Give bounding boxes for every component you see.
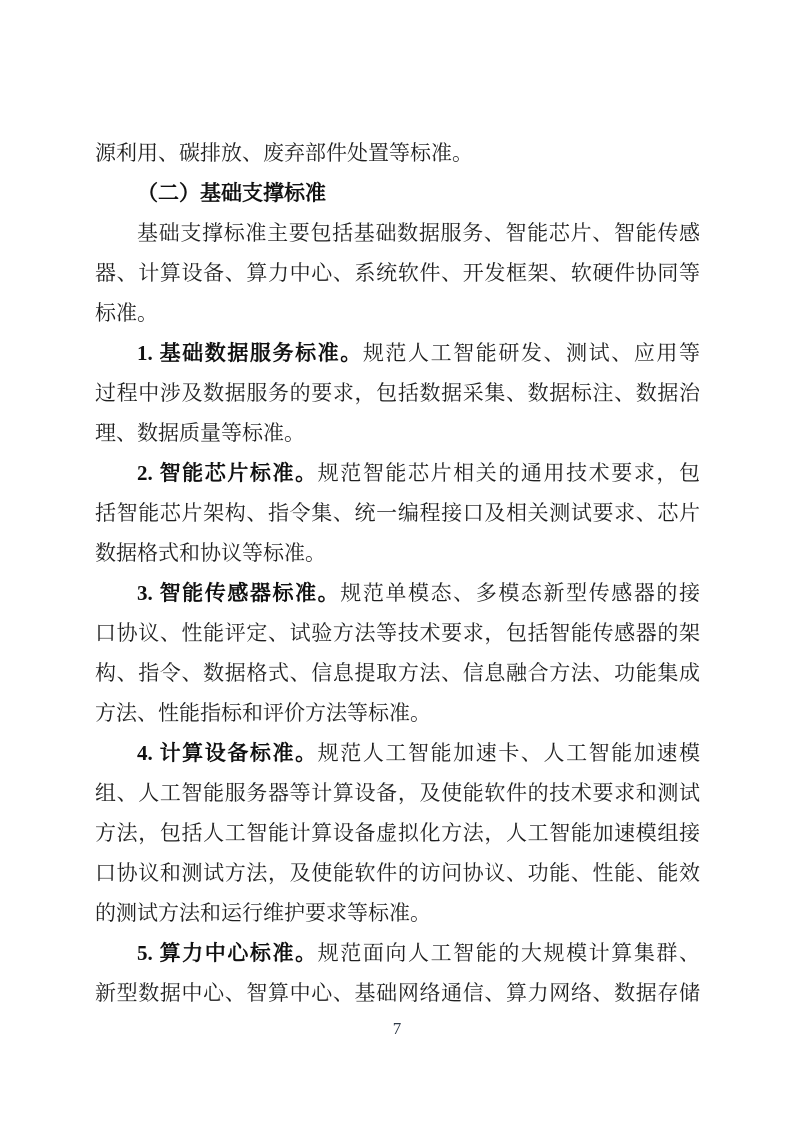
carryover-text: 源利用、碳排放、废弃部件处置等标准。: [95, 141, 473, 165]
item-4-line-1: [95, 733, 700, 773]
item-1-line-2: [95, 373, 700, 413]
item-1-text: 规范人工智能研发、测试、应用等: [362, 341, 700, 365]
item-5-text: 规范面向人工智能的大规模计算集群、: [317, 941, 700, 965]
carryover-paragraph-line: [95, 133, 700, 173]
item-4-text: 口协议和测试方法，及使能软件的访问协议、功能、性能、能效: [95, 861, 700, 885]
item-4-line-3: [95, 813, 700, 853]
item-3-text: 方法、性能指标和评价方法等标准。: [95, 701, 431, 725]
page-footer: [0, 1016, 794, 1042]
item-3-lead: 3. 智能传感器标准。: [137, 581, 341, 605]
item-3-line-3: [95, 653, 700, 693]
item-3-text: 规范单模态、多模态新型传感器的接: [340, 581, 700, 605]
item-4-lead: 4. 计算设备标准。: [137, 741, 318, 765]
item-2-lead: 2. 智能芯片标准。: [137, 461, 318, 485]
item-2-line-2: [95, 493, 700, 533]
item-3-text: 口协议、性能评定、试验方法等技术要求，包括智能传感器的架: [95, 621, 700, 645]
item-1-text: 过程中涉及数据服务的要求，包括数据采集、数据标注、数据治: [95, 381, 700, 405]
item-4-text: 的测试方法和运行维护要求等标准。: [95, 901, 431, 925]
item-2-line-3: [95, 533, 700, 573]
section-intro-line-2: [95, 253, 700, 293]
item-3-text: 构、指令、数据格式、信息提取方法、信息融合方法、功能集成: [95, 661, 700, 685]
section-intro-text: 基础支撑标准主要包括基础数据服务、智能芯片、智能传感: [137, 221, 700, 245]
item-1-lead: 1. 基础数据服务标准。: [137, 341, 363, 365]
item-1-line-3: [95, 413, 700, 453]
document-body: [95, 133, 700, 1013]
item-5-line-2: [95, 973, 700, 1013]
section-intro-text: 器、计算设备、算力中心、系统软件、开发框架、软硬件协同等: [95, 261, 700, 285]
item-3-line-1: [95, 573, 700, 613]
page-number: 7: [392, 1019, 402, 1038]
item-4-line-4: [95, 853, 700, 893]
item-3-line-4: [95, 693, 700, 733]
section-intro-line-1: [95, 213, 700, 253]
item-4-text: 规范人工智能加速卡、人工智能加速模: [317, 741, 700, 765]
item-1-text: 理、数据质量等标准。: [95, 421, 305, 445]
item-4-line-2: [95, 773, 700, 813]
section-intro-text: 标准。: [95, 301, 158, 325]
item-5-text: 新型数据中心、智算中心、基础网络通信、算力网络、数据存储: [95, 981, 700, 1005]
item-2-text: 规范智能芯片相关的通用技术要求，包: [317, 461, 700, 485]
section-heading-text: （二）基础支撑标准: [137, 181, 326, 205]
item-5-lead: 5. 算力中心标准。: [137, 941, 318, 965]
item-2-text: 数据格式和协议等标准。: [95, 541, 326, 565]
item-4-line-5: [95, 893, 700, 933]
item-4-text: 方法，包括人工智能计算设备虚拟化方法，人工智能加速模组接: [95, 821, 700, 845]
section-heading: [95, 173, 700, 213]
section-intro-line-3: [95, 293, 700, 333]
item-3-line-2: [95, 613, 700, 653]
item-2-line-1: [95, 453, 700, 493]
item-2-text: 括智能芯片架构、指令集、统一编程接口及相关测试要求、芯片: [95, 501, 700, 525]
item-5-line-1: [95, 933, 700, 973]
item-1-line-1: [95, 333, 700, 373]
item-4-text: 组、人工智能服务器等计算设备，及使能软件的技术要求和测试: [95, 781, 700, 805]
